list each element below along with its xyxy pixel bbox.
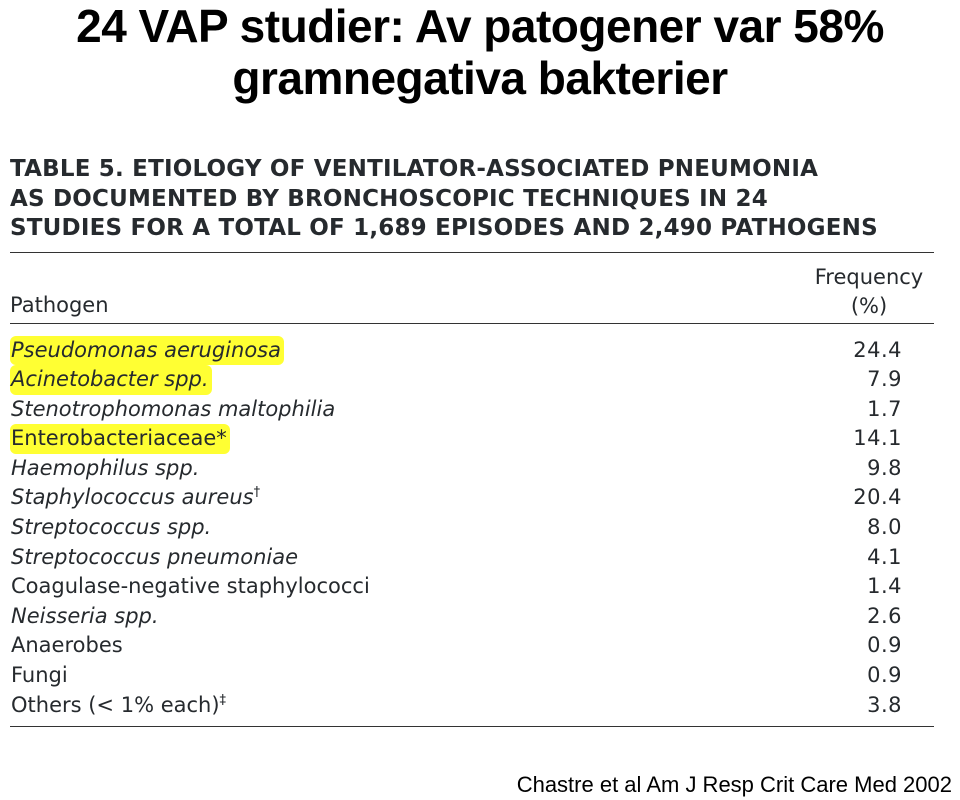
- footnote-mark: †: [253, 485, 261, 501]
- pathogen-name: [10, 454, 202, 484]
- pathogen-name-text: Streptococcus spp.: [11, 515, 212, 540]
- column-header-frequency-line-1: Frequency: [814, 264, 924, 289]
- table-row: [10, 336, 934, 366]
- table-row: [10, 602, 934, 632]
- pathogen-name: [10, 661, 71, 691]
- table-row: [10, 483, 934, 513]
- column-header-pathogen: Pathogen: [10, 292, 109, 317]
- table-caption-line-1: TABLE 5. ETIOLOGY OF VENTILATOR-ASSOCIATED PNEUMONIA: [10, 156, 819, 182]
- pathogen-name-text: Acinetobacter spp.: [11, 367, 209, 392]
- table-row: [10, 454, 934, 484]
- table-caption-line-3: STUDIES FOR A TOTAL OF 1,689 EPISODES AND 2,490 PATHOGENS: [10, 215, 878, 241]
- frequency-value: 8.0: [867, 515, 902, 540]
- pathogen-name-text: Coagulase-negative staphylococci: [11, 574, 370, 599]
- pathogen-name: [10, 424, 230, 454]
- slide-title: [0, 0, 960, 104]
- pathogen-name: [10, 483, 263, 513]
- pathogen-name-text: Haemophilus spp.: [11, 455, 200, 480]
- slide-title-line-1: 24 VAP studier: Av patogener var 58%: [76, 0, 884, 52]
- table-row: [10, 543, 934, 573]
- pathogen-name: [10, 572, 373, 602]
- slide-title-line-2: gramnegativa bakterier: [232, 52, 728, 104]
- pathogen-name: [10, 691, 229, 721]
- pathogen-name-text: Anaerobes: [11, 633, 123, 658]
- table-row: [10, 424, 934, 454]
- pathogen-name: [10, 336, 284, 366]
- pathogen-name-text: Enterobacteriaceae*: [11, 426, 227, 451]
- pathogen-name: [10, 543, 301, 573]
- column-header-frequency: [804, 263, 934, 321]
- frequency-value: 14.1: [853, 426, 902, 451]
- etiology-table: [10, 155, 934, 727]
- table-row: [10, 631, 934, 661]
- table-caption: [10, 155, 934, 253]
- table-row: [10, 365, 934, 395]
- pathogen-name-text: Stenotrophomonas maltophilia: [11, 396, 336, 421]
- pathogen-name: [10, 513, 214, 543]
- pathogen-name-text: Staphylococcus aureus: [11, 485, 254, 510]
- frequency-value: 3.8: [867, 692, 902, 717]
- frequency-value: 0.9: [867, 663, 902, 688]
- table-row: [10, 395, 934, 425]
- table-row: [10, 661, 934, 691]
- frequency-value: 9.8: [867, 455, 902, 480]
- pathogen-name: [10, 365, 212, 395]
- table-row: [10, 513, 934, 543]
- table-body: [10, 324, 934, 728]
- table-row: [10, 572, 934, 602]
- frequency-value: 0.9: [867, 633, 902, 658]
- pathogen-name-text: Streptococcus pneumoniae: [11, 544, 299, 569]
- pathogen-name-text: Fungi: [11, 663, 68, 688]
- frequency-value: 24.4: [853, 337, 902, 362]
- pathogen-name-text: Others (< 1% each): [11, 692, 220, 717]
- pathogen-name: [10, 602, 162, 632]
- column-header-frequency-line-2: (%): [850, 293, 888, 318]
- table-header-row: [10, 253, 934, 324]
- table-row: [10, 691, 934, 721]
- frequency-value: 4.1: [867, 544, 902, 569]
- frequency-value: 1.4: [867, 574, 902, 599]
- pathogen-name-text: Pseudomonas aeruginosa: [11, 337, 281, 362]
- pathogen-name-text: Neisseria spp.: [11, 603, 159, 628]
- pathogen-name: [10, 631, 126, 661]
- frequency-value: 7.9: [867, 367, 902, 392]
- pathogen-name: [10, 395, 338, 425]
- citation: Chastre et al Am J Resp Crit Care Med 2002: [516, 772, 952, 797]
- table-caption-line-2: AS DOCUMENTED BY BRONCHOSCOPIC TECHNIQUES IN 24: [10, 185, 768, 212]
- frequency-value: 2.6: [867, 603, 902, 628]
- frequency-value: 20.4: [853, 485, 902, 510]
- footnote-mark: ‡: [219, 692, 227, 708]
- frequency-value: 1.7: [867, 396, 902, 421]
